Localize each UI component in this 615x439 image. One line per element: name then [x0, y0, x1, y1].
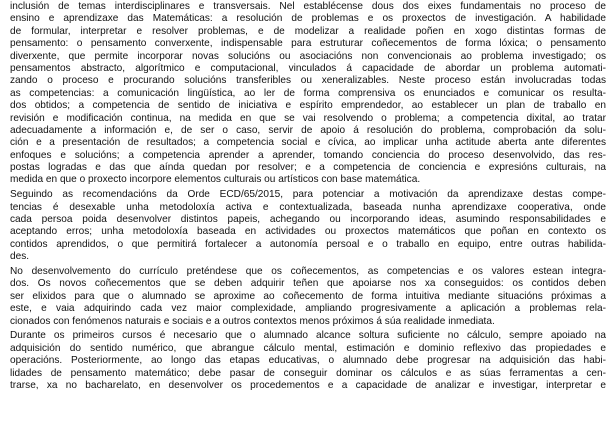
text-line: revisión e modificación continua, na medida en que se vai resolvendo o problema; a competencia dixital, ao tratar	[10, 112, 606, 124]
text-line: aceptando erros; unha metodoloxía baseada en actividades ou proxectos matemáticos que poñan en contexto os	[10, 226, 606, 238]
text-line: ción e a presentación de resultados; a competencia social e cívica, ao implicar unha actitude aberta ante diferentes	[10, 137, 606, 149]
paragraph-2	[10, 189, 606, 263]
text-line: cada persoa poida desenvolver distintos papeis, achegando ou incorporando ideas, asumindo responsabilidades e	[10, 214, 606, 226]
text-line: diverxente, que permite incorporar novas solucións ou asociacións non convencionais ao problema investigado; os	[10, 50, 606, 62]
text-line: adquisición do sentido numérico, que abrangue cálculo mental, estimación e dominio reflexivo das propiedades e	[10, 342, 606, 354]
text-line: pensamentos abstracto, algorítmico e computacional, vinculados á capacidade de abordar un problema automati-	[10, 62, 606, 74]
text-line: postas logradas e das que aínda quedan por resolver; e a competencia de conciencia e expresións culturais, na	[10, 162, 606, 174]
text-line: de formular, interpretar e resolver problemas, e de modelizar a realidade poñen en xogo distintas formas de	[10, 25, 606, 37]
text-line: as competencias: a comunicación lingüística, ao ler de forma comprensiva os enunciados e comunicar os resulta-	[10, 87, 606, 99]
text-line: dos. Os novos coñecementos que se deben adquirir teñen que apoiarse nos xa conseguidos: os contidos deben	[10, 278, 606, 290]
text-line: cionados con fenómenos naturais e sociais e a outros contextos menos próximos á súa realidade inmediata.	[10, 315, 495, 327]
text-line: adecuadamente a información e, de ser o caso, servir de apoio á resolución do problema, comprobación da solu-	[10, 124, 606, 136]
text-line: trarse, xa no bacharelato, en desenvolver os procedementos e a capacidade de analizar e investigar, interpretar e	[10, 379, 606, 391]
text-line: ser elixidos para que o alumnado se aproxime ao coñecemento de forma intuitiva mediante situacións próximas a	[10, 290, 606, 302]
text-line: operacións. Posteriormente, ao longo das etapas educativas, o alumnado debe progresar na adquisición das habi-	[10, 355, 606, 367]
text-line: des.	[10, 251, 30, 263]
text-line: Seguindo as recomendacións da Orde ECD/65/2015, para potenciar a motivación da aprendizaxe destas compe-	[10, 189, 606, 201]
text-line: ensino e aprendizaxe das Matemáticas: a resolución de problemas e os proxectos de investigación. A habilidade	[10, 13, 606, 25]
text-line: zando o proceso e procurando solucións transferibles ou xeneralizables. Neste proceso están involucradas todas	[10, 75, 606, 87]
text-line: enfoques e solucións; a competencia aprender a aprender, tomando conciencia do proceso desenvolvido, das res-	[10, 149, 606, 161]
text-line: dos obtidos; a competencia de sentido de iniciativa e espírito emprendedor, ao establecer un plan de traballo en	[10, 100, 606, 112]
document-page	[10, 1, 606, 392]
text-line: inclusión de temas interdisciplinares e transversais. Nel establécense dous dos eixes fundamentais no proceso de	[10, 1, 606, 12]
paragraph-4	[10, 330, 606, 392]
text-line: tencias é desexable unha metodoloxía activa e contextualizada, baseada nunha aprendizaxe cooperativa, onde	[10, 201, 606, 213]
paragraph-1	[10, 1, 606, 187]
text-line: Durante os primeiros cursos é necesario que o alumnado alcance soltura suficiente no cálculo, sempre apoiado na	[10, 330, 606, 342]
text-line: contidos aprendidos, o que permitirá fortalecer a autonomía persoal e o traballo en equipo, entre outras habilida-	[10, 238, 606, 250]
text-line: este, e vaia adquirindo cada vez maior complexidade, ampliando progresivamente a aplicación a problemas rela-	[10, 303, 606, 315]
paragraph-3	[10, 266, 606, 328]
text-line: lidades de pensamento matemático; debe pasar de conseguir dominar os cálculos e as súas ferramentas a cen-	[10, 367, 606, 379]
text-line: medida en que o proxecto incorpore elementos culturais ou artísticos con base matemática.	[10, 174, 421, 186]
text-line: No desenvolvemento do currículo preténdese que os coñecementos, as competencias e os valores estean integra-	[10, 265, 606, 277]
text-line: pensamento: o pensamento converxente, indispensable para estruturar coñecementos de forma lóxica; o pensamento	[10, 38, 606, 50]
